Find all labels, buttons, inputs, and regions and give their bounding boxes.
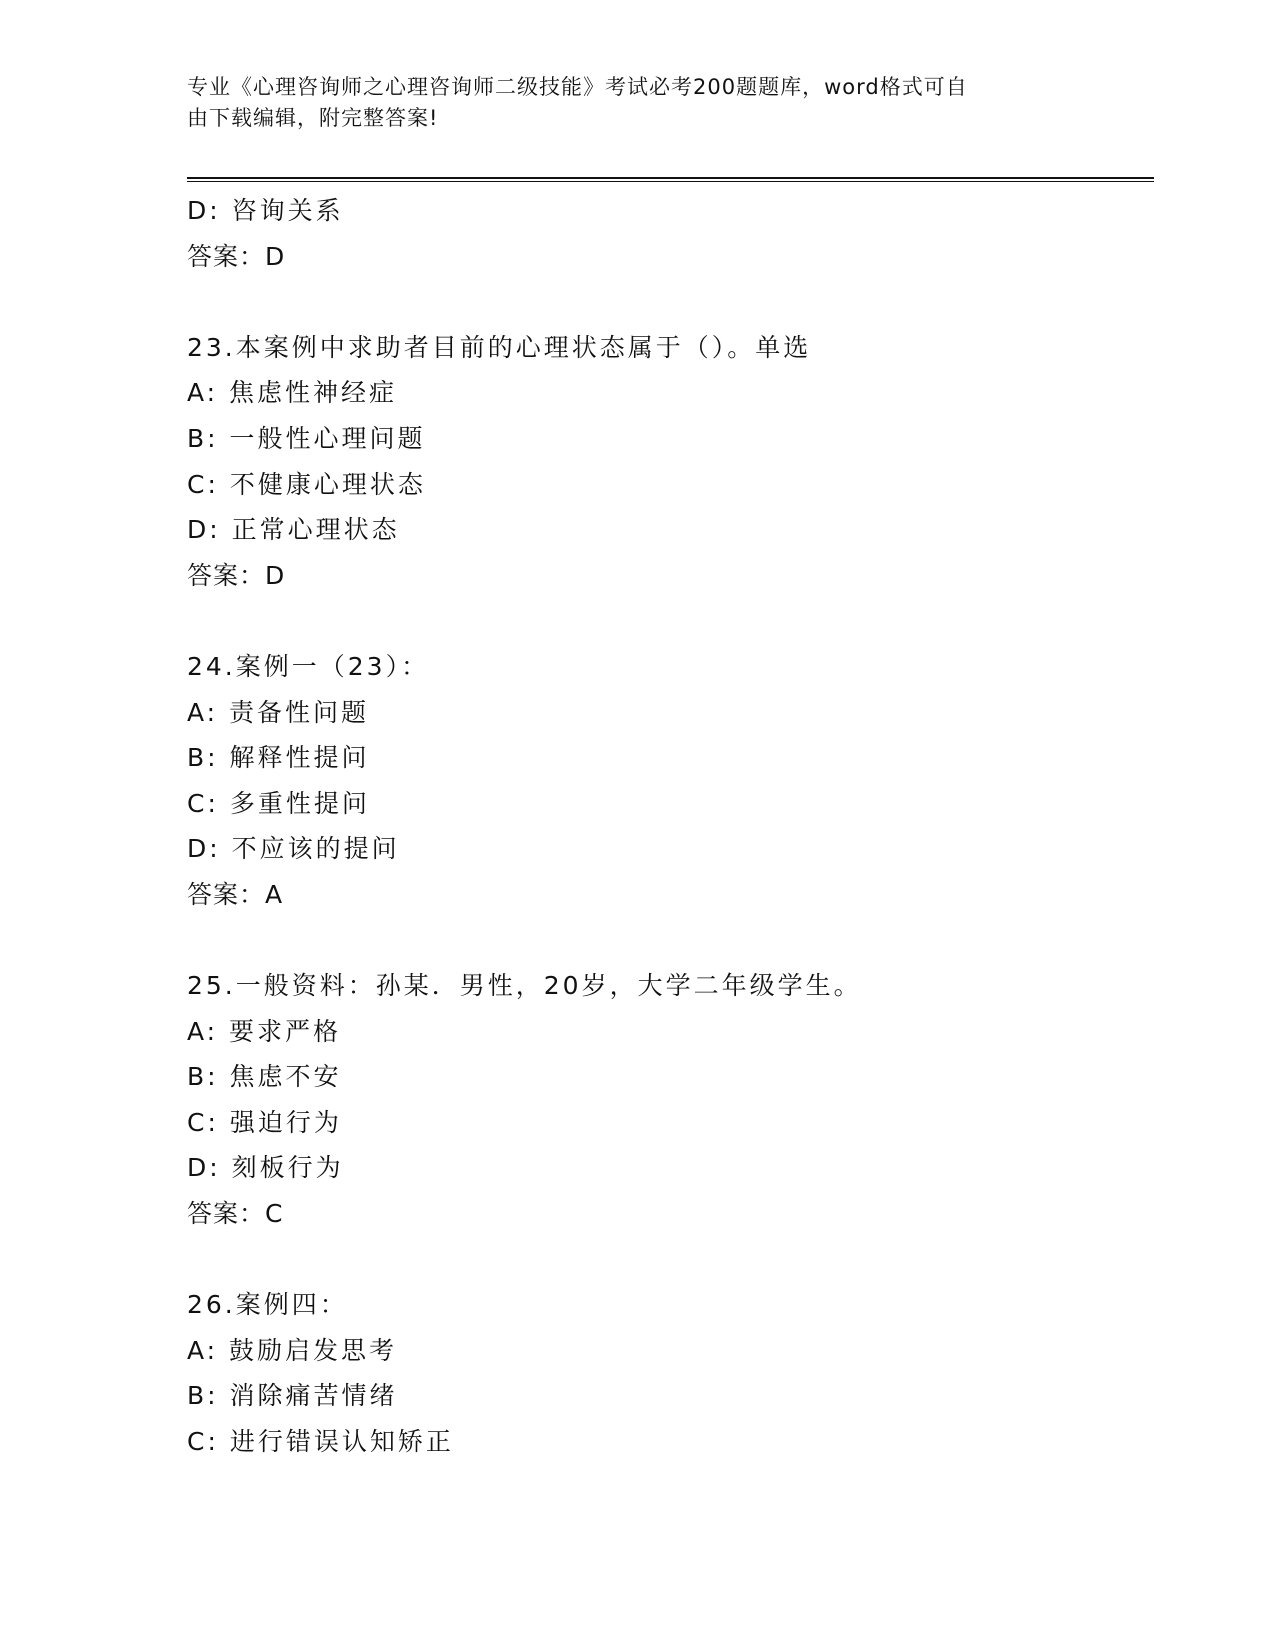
option-d: D: 刻板行为 [187, 1153, 344, 1183]
option-b: B: 一般性心理问题 [187, 423, 426, 453]
header-line-1: 专业《心理咨询师之心理咨询师二级技能》考试必考200题题库，word格式可自 [187, 75, 968, 99]
header-line-2: 由下载编辑，附完整答案! [187, 106, 439, 130]
option-b: B: 消除痛苦情绪 [187, 1381, 398, 1411]
question-stem: 26.案例四： [187, 1290, 348, 1320]
question-26 [187, 1282, 1147, 1464]
option-a: A: 要求严格 [187, 1016, 342, 1046]
question-23 [187, 325, 1147, 599]
answer-line: 答案：A [187, 879, 284, 909]
spacer [187, 279, 1147, 325]
answer-line: 答案：C [187, 1199, 284, 1229]
question-stem: 24.案例一（23）： [187, 651, 430, 681]
spacer [187, 1237, 1147, 1283]
option-a: A: 责备性问题 [187, 697, 370, 727]
answer-line: 答案：D [187, 560, 286, 590]
option-d: D: 不应该的提问 [187, 834, 400, 864]
question-list [187, 188, 1147, 1465]
spacer [187, 918, 1147, 964]
option-b: B: 解释性提问 [187, 743, 370, 773]
header-divider-thin [187, 181, 1154, 182]
option-c: C: 多重性提问 [187, 788, 370, 818]
question-stem: 23.本案例中求助者目前的心理状态属于（）。单选 [187, 332, 812, 362]
question-25 [187, 963, 1147, 1237]
document-header [187, 72, 1067, 134]
option-d: D: 正常心理状态 [187, 515, 400, 545]
option-c: C: 进行错误认知矫正 [187, 1427, 454, 1457]
spacer [187, 598, 1147, 644]
question-stem: 25.一般资料：孙某．男性，20岁，大学二年级学生。 [187, 971, 862, 1001]
fragment-option-d: D: 咨询关系 [187, 196, 344, 225]
option-c: C: 不健康心理状态 [187, 469, 426, 499]
question-24 [187, 644, 1147, 918]
fragment-answer: 答案：D [187, 241, 286, 271]
option-a: A: 鼓励启发思考 [187, 1335, 398, 1365]
option-a: A: 焦虑性神经症 [187, 378, 398, 408]
option-b: B: 焦虑不安 [187, 1062, 342, 1092]
header-divider-thick [187, 177, 1154, 179]
option-c: C: 强迫行为 [187, 1107, 342, 1137]
